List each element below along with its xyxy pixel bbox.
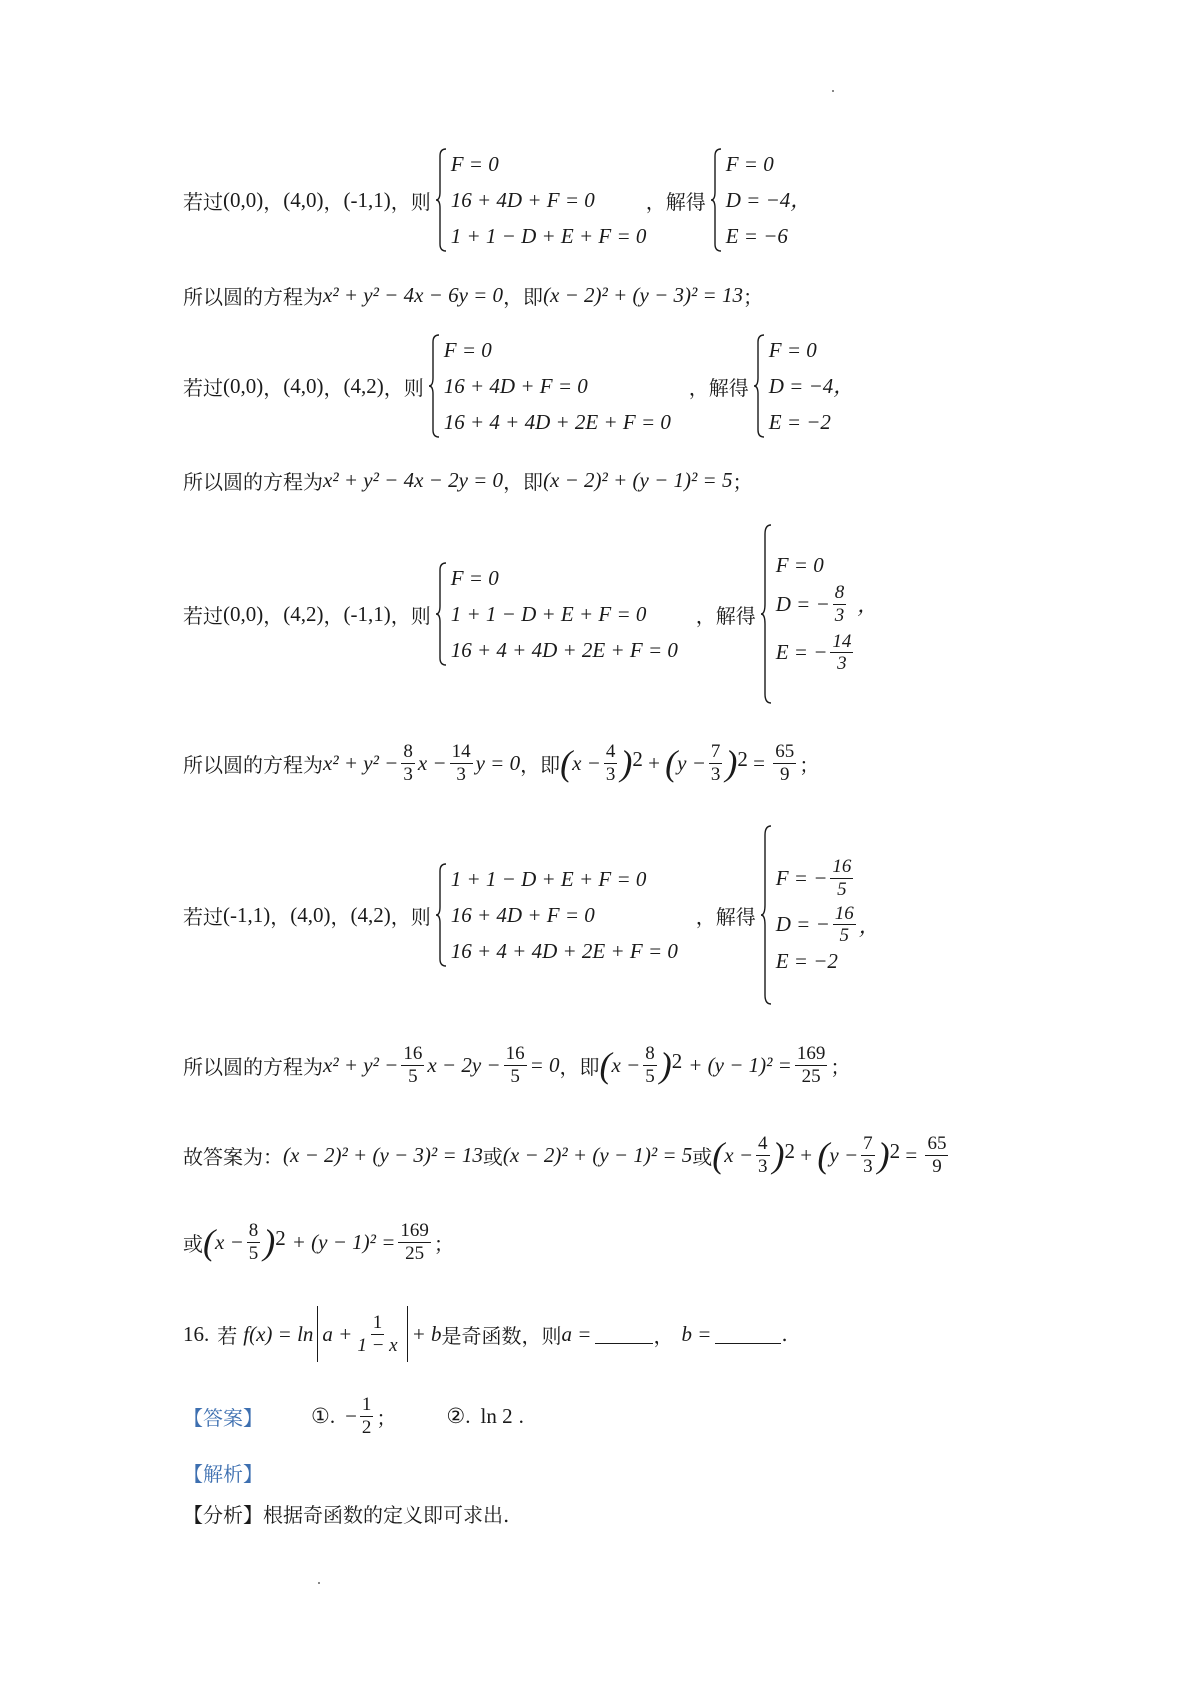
fraction	[401, 1043, 424, 1088]
standard-equation-part: + (y − 1)² =	[688, 1052, 792, 1077]
denominator: 1 − x	[357, 1334, 398, 1356]
equation: 16 + 4 + 4D + 2E + F = 0	[443, 410, 671, 434]
point: (4,2)	[283, 601, 324, 626]
numerator: 7	[710, 740, 721, 762]
denominator: 2	[361, 1416, 372, 1438]
denominator: 5	[408, 1065, 418, 1087]
point: (4,2)	[343, 373, 384, 398]
answer-value: ln 2	[480, 1403, 513, 1428]
denominator: 3	[863, 1155, 873, 1177]
equation: 16 + 4 + 4D + 2E + F = 0	[450, 638, 678, 662]
or-text: 或	[482, 1144, 503, 1169]
fraction	[833, 582, 847, 627]
denominator: 5	[248, 1242, 259, 1264]
fraction	[830, 631, 853, 676]
fenxi-label: 【分析】	[183, 1502, 263, 1527]
absolute-value	[317, 1306, 407, 1362]
numerator: 65	[775, 740, 795, 762]
denominator: 9	[780, 763, 790, 785]
general-equation-part: y = 0	[475, 750, 521, 775]
case-lead-text: 若过	[183, 189, 223, 214]
analysis-heading-line	[183, 1456, 263, 1488]
left-brace	[435, 148, 447, 252]
if-text: 若	[217, 1323, 238, 1348]
standard-equation: (x − 2)² + (y − 3)² = 13	[543, 282, 743, 307]
denominator: 5	[837, 878, 847, 900]
numerator: 14	[451, 740, 471, 762]
equation: 16 + 4D + F = 0	[443, 374, 588, 398]
numerator: 16	[403, 1042, 423, 1064]
semicolon: ；	[376, 1405, 397, 1430]
numerator: 4	[758, 1132, 768, 1154]
point: (4,0)	[290, 902, 331, 927]
standard-equation: (x − 2)² + (y − 1)² = 5	[543, 467, 733, 492]
numerator: 169	[796, 1042, 826, 1064]
question-number: 16.	[183, 1321, 210, 1346]
denominator: 3	[710, 763, 721, 785]
denominator: 3	[403, 763, 413, 785]
fraction	[925, 1133, 948, 1178]
solution-system: F = 0 D = −4， E = −2	[769, 332, 855, 440]
point: (0,0)	[223, 373, 264, 398]
fraction	[504, 1043, 527, 1088]
abs-term: a +	[322, 1321, 353, 1346]
numerator: 1	[372, 1311, 383, 1333]
point: (4,0)	[283, 187, 324, 212]
point: (-1,1)	[223, 902, 271, 927]
point: (0,0)	[223, 601, 264, 626]
numerator: 8	[645, 1042, 655, 1064]
solution: E = −2	[768, 410, 831, 434]
solve-text: ，解得	[645, 189, 706, 214]
point: (4,2)	[350, 902, 391, 927]
case-lead-text: 若过	[183, 375, 223, 400]
left-brace	[435, 562, 447, 666]
denominator: 3	[834, 604, 845, 626]
equation-system	[451, 560, 696, 668]
fraction	[830, 856, 853, 901]
fraction	[833, 903, 856, 948]
left-brace	[753, 334, 765, 438]
point: (-1,1)	[343, 601, 391, 626]
solution-system: F = 0 D = −4， E = −6	[726, 146, 812, 254]
denominator: 3	[456, 763, 466, 785]
denominator: 5	[839, 925, 849, 947]
general-equation: x² + y² − 4x − 6y = 0	[323, 282, 504, 307]
answer-equation: (x − 2)² + (y − 3)² = 13	[283, 1142, 483, 1167]
case3-result-line: 所以圆的方程为 x² + y² − $\frac{8}{3}$ x − $\frac{14}{3}$ y = 0 ，即 ( x − $\frac{4}{3}$ ) $^2$ + ( y − $\frac{7}{3}$ ) $^2$ = $\frac{65}{9}$ ；	[183, 740, 820, 785]
analysis-label: 【解析】	[183, 1461, 263, 1486]
result-prefix: 所以圆的方程为	[183, 1054, 323, 1079]
answer-sign: −	[345, 1403, 357, 1428]
general-equation-part: x − 2y −	[427, 1052, 501, 1077]
fraction	[643, 1043, 657, 1088]
question-16	[183, 1304, 788, 1364]
that-is-text: ，即	[503, 284, 544, 309]
left-brace	[760, 524, 772, 704]
semicolon: ；	[433, 1231, 454, 1256]
case4-system-line: 若过 (-1,1) ， (4,0) ， (4,2) ， 则 1 + 1 − D + E + F = 0 16 + 4D + F = 0 16 + 4 + 4D + 2E + F = 0 ，解得 F = − $\frac{16}{5}$ D = − $\frac{16}{5}$ ， E = −2	[183, 823, 880, 1007]
denominator: 25	[405, 1242, 425, 1264]
fraction	[398, 1220, 431, 1265]
fraction	[401, 741, 415, 786]
numerator: 7	[863, 1132, 873, 1154]
solution: E = −6	[725, 224, 788, 248]
numerator: 16	[834, 902, 854, 924]
fenxi-line	[183, 1497, 509, 1529]
answer-summary-label: 故答案为：	[183, 1144, 283, 1169]
fraction	[756, 1133, 770, 1178]
point: (-1,1)	[343, 187, 391, 212]
equation: F = 0	[450, 152, 499, 176]
numerator: 169	[400, 1219, 429, 1241]
semicolon: ；	[732, 469, 753, 494]
denominator: 3	[605, 763, 616, 785]
question-text: 是奇函数，则	[441, 1323, 562, 1348]
that-is-text: ，即	[503, 469, 544, 494]
result-prefix: 所以圆的方程为	[183, 284, 323, 309]
numerator: 8	[834, 581, 845, 603]
semicolon: ；	[742, 284, 763, 309]
equation: 1 + 1 − D + E + F = 0	[450, 602, 647, 626]
equation: 16 + 4D + F = 0	[450, 903, 595, 927]
point: (0,0)	[223, 187, 264, 212]
numerator: 4	[605, 740, 616, 762]
scan-dot	[318, 1582, 320, 1584]
numerator: 1	[361, 1393, 372, 1415]
solution: F = 0	[768, 338, 817, 362]
answer-line	[183, 1388, 524, 1444]
numerator: 16	[832, 855, 852, 877]
answer-blank-b[interactable]	[715, 1325, 781, 1344]
numerator: 8	[403, 740, 413, 762]
numerator: 65	[927, 1132, 947, 1154]
denominator: 5	[645, 1065, 655, 1087]
equation: 16 + 4D + F = 0	[450, 188, 595, 212]
that-is-text: ，即	[559, 1054, 600, 1079]
solution-label: E = −	[775, 640, 828, 665]
left-brace	[428, 334, 440, 438]
general-equation-part: x −	[417, 750, 447, 775]
solution-label: F = −	[775, 865, 828, 890]
denominator: 25	[801, 1065, 821, 1087]
solution-system: F = − $\frac{16}{5}$ D = − $\frac{16}{5}$ ， E = −2	[775, 855, 880, 974]
equation-system	[451, 861, 696, 969]
numerator: 16	[505, 1042, 525, 1064]
solve-text: ，解得	[688, 375, 749, 400]
case3-system-line: 若过 (0,0) ， (4,2) ， (-1,1) ， 则 F = 0 1 + 1 − D + E + F = 0 16 + 4 + 4D + 2E + F = 0 ，解得 F = 0 D = − $\frac{8}{3}$ ， E = − $\frac{14}{3}$	[183, 522, 878, 706]
equation: 16 + 4 + 4D + 2E + F = 0	[450, 939, 678, 963]
general-equation: x² + y² − 4x − 2y = 0	[323, 467, 504, 492]
result-prefix: 所以圆的方程为	[183, 469, 323, 494]
equation-system	[451, 146, 646, 254]
then-text: 则	[410, 189, 431, 214]
case1-system-line: 若过 (0,0) ， (4,0) ， (-1,1) ， 则 F = 0 16 + 4D + F = 0 1 + 1 − D + E + F = 0 ，解得 F = 0 D = −4， E = −6	[183, 146, 811, 254]
solution: E = −2	[775, 949, 838, 974]
that-is-text: ，即	[520, 752, 561, 777]
denominator: 3	[837, 653, 847, 675]
answer-summary-line-2: 或 ( x − $\frac{8}{5}$ ) $^2$ + (y − 1)² = $\frac{169}{25}$ ；	[183, 1219, 454, 1264]
answer-item-1-marker: ①.	[311, 1403, 336, 1428]
denominator: 5	[510, 1065, 520, 1087]
numerator: 8	[248, 1219, 259, 1241]
general-equation-part: = 0	[529, 1052, 560, 1077]
answer-blank-a[interactable]	[595, 1325, 653, 1344]
left-brace	[435, 863, 447, 967]
period: .	[781, 1322, 788, 1346]
equation: F = 0	[450, 566, 499, 590]
fraction	[861, 1133, 875, 1178]
plus-b: + b	[411, 1321, 442, 1346]
fraction	[709, 741, 723, 786]
then-text: 则	[410, 904, 431, 929]
equation: 1 + 1 − D + E + F = 0	[450, 224, 647, 248]
denominator: 9	[932, 1155, 942, 1177]
answer-equation: (x − 2)² + (y − 1)² = 5	[502, 1142, 693, 1167]
equation: 1 + 1 − D + E + F = 0	[450, 867, 647, 891]
semicolon: ；	[830, 1054, 851, 1079]
numerator: 14	[832, 630, 852, 652]
solution-label: D = −	[775, 591, 830, 616]
standard-equation-part: + (y − 1)² =	[291, 1229, 396, 1254]
fenxi-text: 根据奇函数的定义即可求出.	[263, 1502, 510, 1527]
fraction	[247, 1220, 261, 1265]
or-text: 或	[692, 1144, 713, 1169]
case-lead-text: 若过	[183, 603, 223, 628]
fraction	[360, 1394, 374, 1439]
solution: F = 0	[775, 552, 824, 577]
point: (4,0)	[283, 373, 324, 398]
solution: D = −4	[768, 374, 834, 398]
a-equals: a =	[561, 1321, 592, 1346]
denominator: 3	[758, 1155, 768, 1177]
function-expression: f(x) = ln	[243, 1321, 314, 1346]
case4-result-line: 所以圆的方程为 x² + y² − $\frac{16}{5}$ x − 2y − $\frac{16}{5}$ = 0 ，即 ( x − $\frac{8}{5}$ ) $^2$ + (y − 1)² = $\frac{169}{25}$ ；	[183, 1042, 851, 1087]
then-text: 则	[403, 375, 424, 400]
or-text: 或	[183, 1231, 203, 1256]
solution-label: D = −	[775, 912, 830, 937]
period: .	[518, 1403, 524, 1428]
left-brace	[760, 825, 772, 1005]
answer-summary-line: 故答案为： (x − 2)² + (y − 3)² = 13 或 (x − 2)² + (y − 1)² = 5 或 ( x − $\frac{4}{3}$ ) $^2$ + ( y − $\frac{7}{3}$ ) $^2$ = $\frac{65}{9}$	[183, 1132, 947, 1177]
answer-label: 【答案】	[183, 1405, 263, 1430]
case-lead-text: 若过	[183, 904, 223, 929]
b-equals: b =	[681, 1321, 712, 1346]
fraction	[795, 1043, 828, 1088]
fraction	[604, 741, 618, 786]
case2-system-line: 若过 (0,0) ， (4,0) ， (4,2) ， 则 F = 0 16 + 4D + F = 0 16 + 4 + 4D + 2E + F = 0 ，解得 F = 0 D = −4， E = −2	[183, 332, 854, 440]
fraction	[450, 741, 473, 786]
left-brace	[710, 148, 722, 252]
case2-result-line	[183, 462, 752, 498]
solution-system: F = 0 D = − $\frac{8}{3}$ ， E = − $\frac{14}{3}$	[775, 552, 879, 675]
semicolon: ；	[799, 752, 820, 777]
equation-system	[444, 332, 689, 440]
comma: ，	[653, 1323, 674, 1348]
scan-dot	[832, 90, 834, 92]
case1-result-line	[183, 277, 763, 313]
fraction	[773, 741, 796, 786]
general-equation-part: x² + y² −	[323, 750, 399, 775]
general-equation-part: x² + y² −	[323, 1052, 399, 1077]
solve-text: ，解得	[695, 904, 756, 929]
fraction	[355, 1312, 399, 1357]
solve-text: ，解得	[695, 603, 756, 628]
solution: F = 0	[725, 152, 774, 176]
answer-item-2-marker: ②.	[446, 1403, 471, 1428]
solution: D = −4	[725, 188, 791, 212]
result-prefix: 所以圆的方程为	[183, 752, 323, 777]
equation: F = 0	[443, 338, 492, 362]
then-text: 则	[410, 603, 431, 628]
